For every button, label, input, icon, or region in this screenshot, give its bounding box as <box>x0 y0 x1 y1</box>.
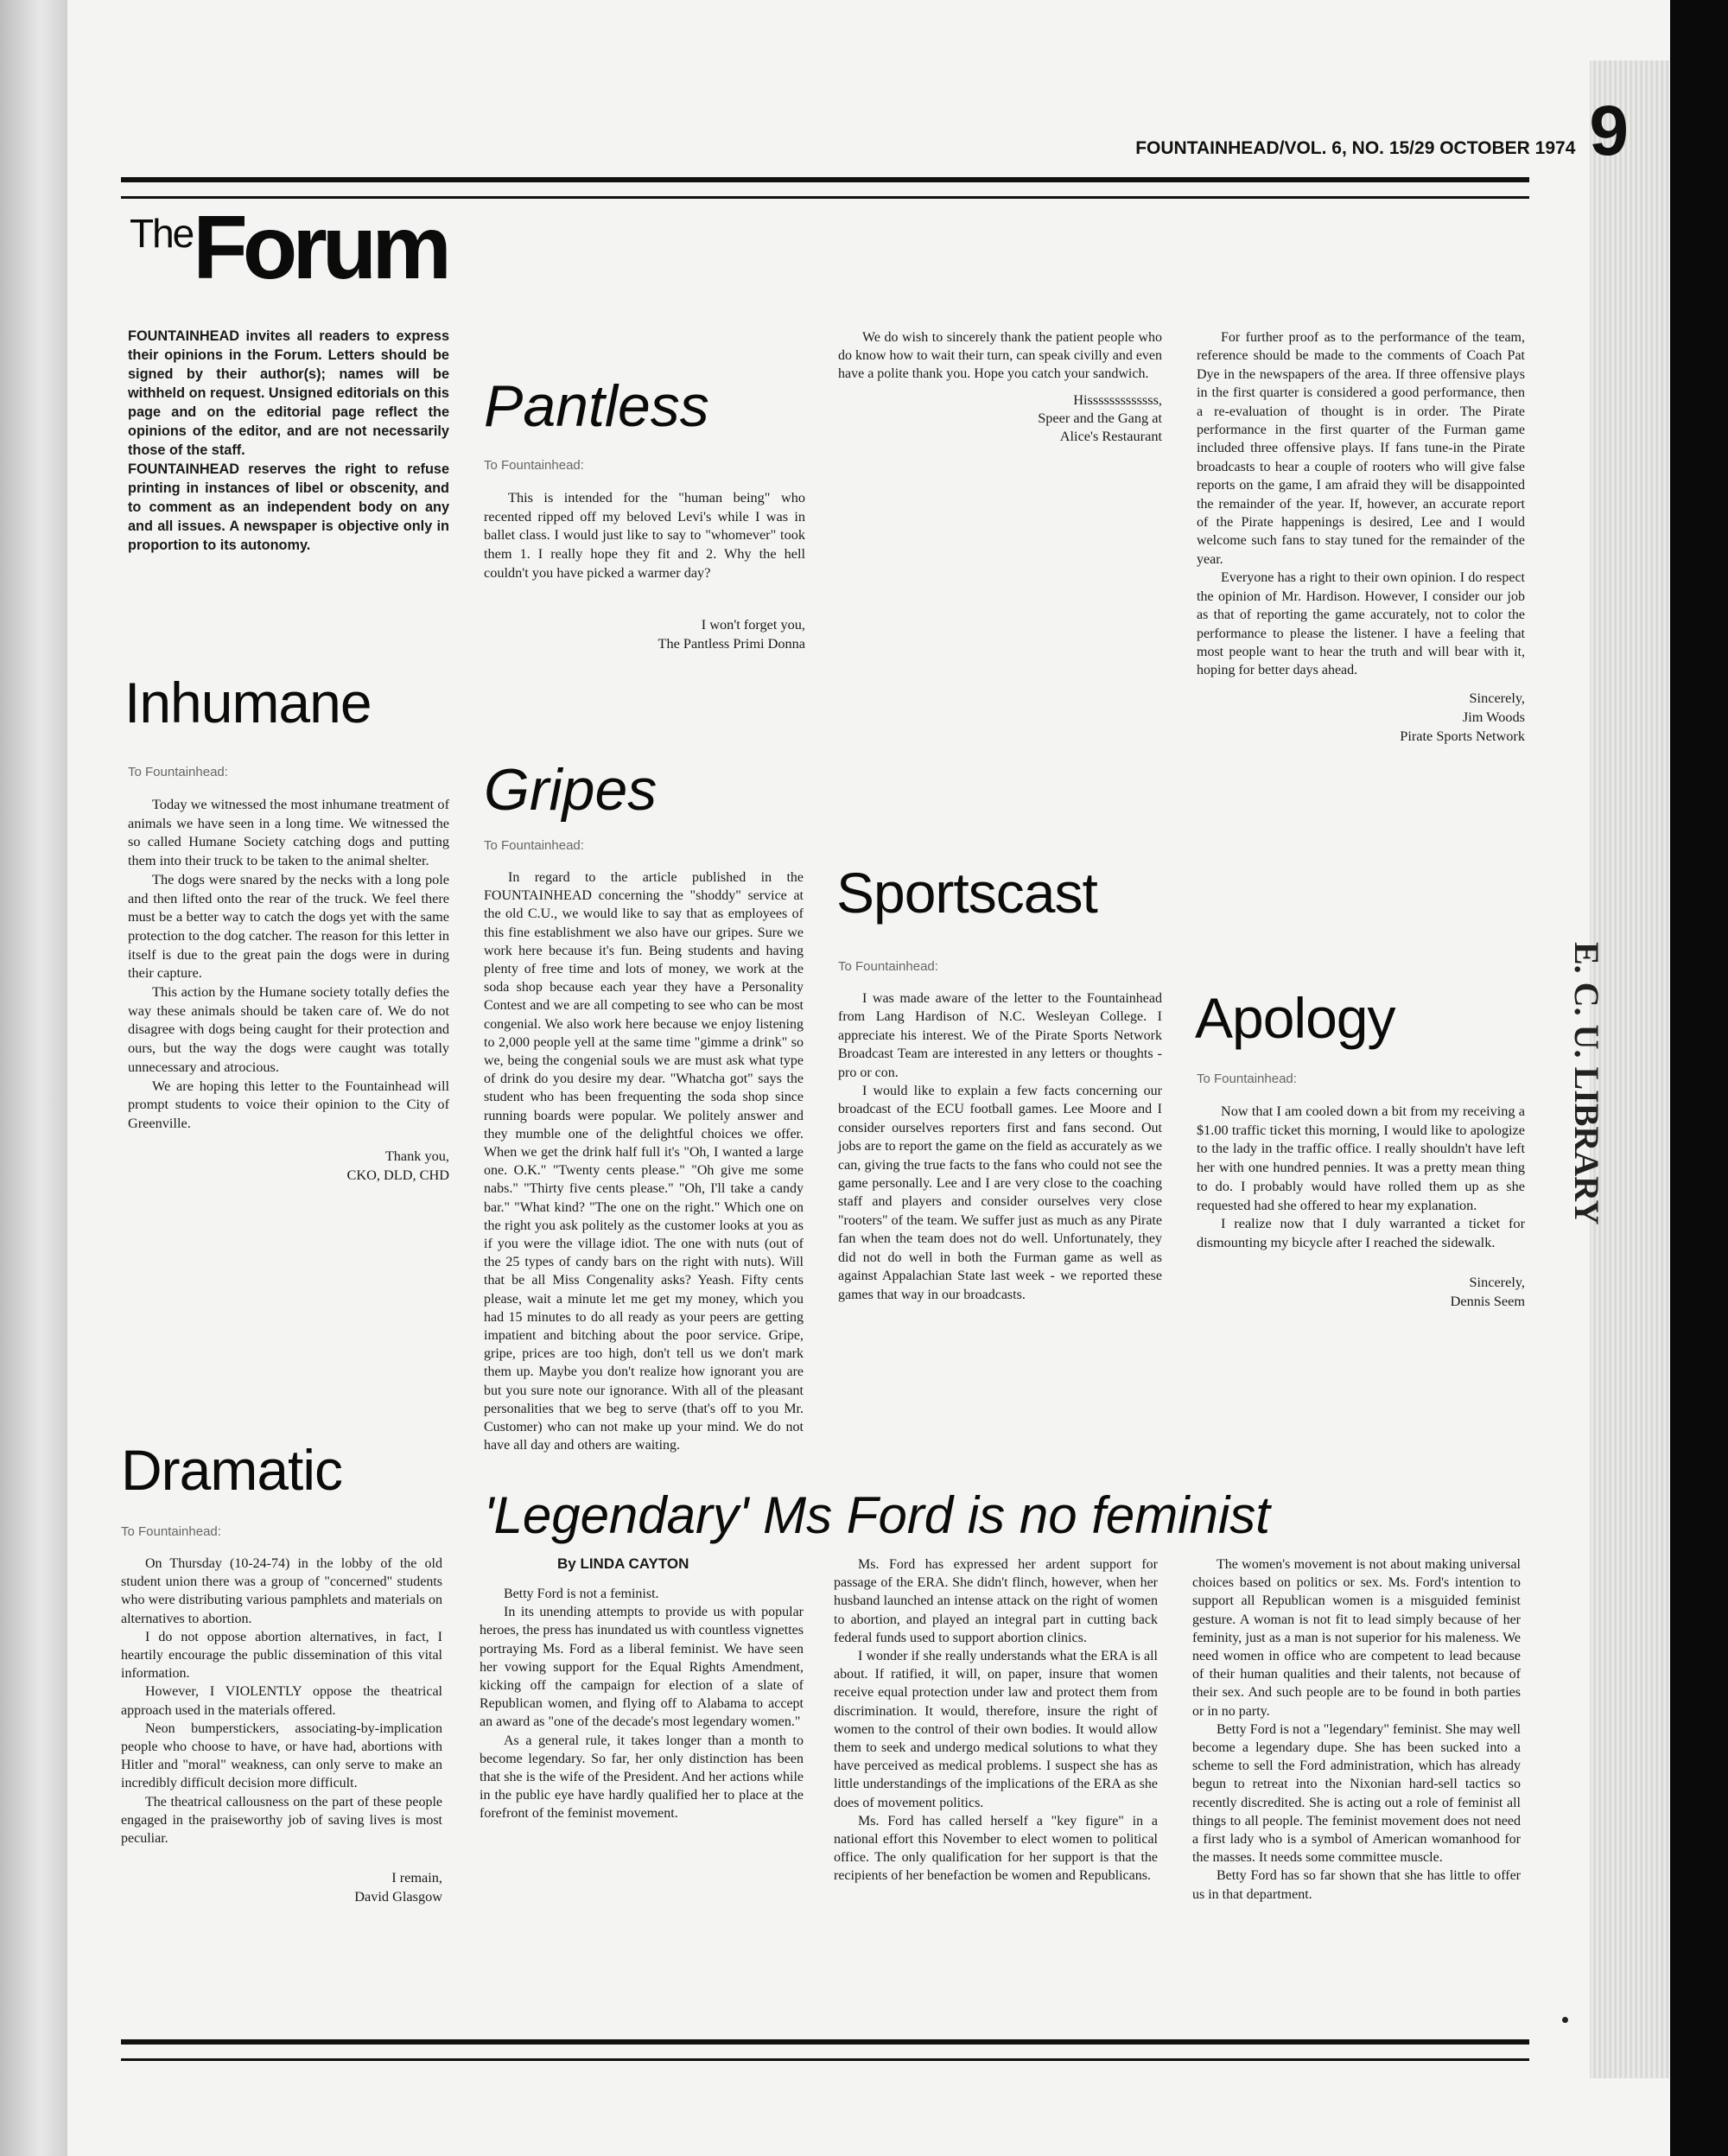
inhumane-headline: Inhumane <box>124 671 372 735</box>
dramatic-letter <box>121 1524 442 1906</box>
letter-paragraph: Everyone has a right to their own opinion. I do respect the opinion of Mr. Hardison. However, I consider our job as that of reporting the game accurately, not to color the performance to please the listener. I have a feeling that most people want to hear the truth and will bear with it, hoping for better days ahead. <box>1197 570 1525 678</box>
letter-paragraph: I would like to explain a few facts concerning our broadcast of the ECU football games. Lee Moore and I consider ourselves reporters first and fans second. Out jobs are to report the game on the field as accurately as we can, giving the true facts to the fans who could not see the game personally. Lee and I are very close to the coaching staff and players and consider ourselves very close "rooters" of the team. We suffer just as much as any Pirate fan when the team does not do well. Unfortunately, they did not do well in both the Furman game as well as against Appalachian State last week - we reported these games that way in our broadcasts. <box>838 1084 1162 1302</box>
section-title <box>130 198 447 298</box>
signature: David Glasgow <box>354 1888 442 1905</box>
signature: Jim Woods <box>1462 708 1525 725</box>
ford-article-col3 <box>1192 1555 1521 1904</box>
salutation: To Fountainhead: <box>128 765 228 779</box>
letter-paragraph: We do wish to sincerely thank the patient people who do know how to wait their turn, can speak civilly and even have a polite thank you. Hope you catch your sandwich. <box>838 330 1163 382</box>
signature: Speer and the Gang at <box>1038 409 1162 426</box>
dramatic-headline: Dramatic <box>121 1438 343 1502</box>
article-paragraph: Betty Ford has so far shown that she has little to offer us in that department. <box>1192 1868 1521 1902</box>
letter-paragraph: We are hoping this letter to the Fountainhead will prompt students to voice their opinion to the City of Greenville. <box>128 1077 449 1131</box>
salutation: To Fountainhead: <box>484 838 584 853</box>
pantless-letter <box>484 458 805 653</box>
ford-article-col2 <box>834 1555 1158 1886</box>
article-paragraph: The women's movement is not about making universal choices based on politics or sex. Ms. Ford's intention to support all Republican women is a misguided feminist gesture. A woman is not fit to lead simply because of her feminity, just as a man is not superior for his maleness. We need women in office who are competent to lead because of their human qualities and their talents, not because of their sex. And such people are to be found in both parties or in no party. <box>1192 1557 1521 1719</box>
letter-paragraph: Neon bumperstickers, associating-by-implication people who choose to have, or have had, abortions with Hitler and "moral" weakness, can only serve to make an incredibly difficult decision more difficult. <box>121 1720 442 1791</box>
salutation: To Fountainhead: <box>838 959 938 974</box>
signature: The Pantless Primi Donna <box>658 634 805 652</box>
masthead <box>1135 92 1629 170</box>
letter-paragraph: The theatrical callousness on the part of these people engaged in the praiseworthy job of saving lives is most peculiar. <box>121 1794 442 1847</box>
signature: CKO, DLD, CHD <box>346 1166 449 1183</box>
letter-paragraph: The dogs were snared by the necks with a long pole and then lifted onto the rear of the truck. We feel there must be a better way to catch the dogs yet with the same protection to the dog catcher. The reason for this letter in itself is due to the great pain the dogs were in during their capture. <box>128 870 449 982</box>
gripes-letter <box>484 838 804 1455</box>
signature: Pirate Sports Network <box>1400 727 1525 744</box>
letter-paragraph: I do not oppose abortion alternatives, in fact, I heartily encourage the public dissemination of this vital information. <box>121 1629 442 1682</box>
ford-article-col1 <box>480 1555 804 1823</box>
letter-paragraph: For further proof as to the performance of the team, reference should be made to the comments of Coach Pat Dye in the newspapers of the area. If three offensive plays in the first quarter is considered a good performance, then a re-evaluation of thought is in order. The Pirate performance in the first quarter of the Furman game included three offensive plays. If fans tune-in the Pirate broadcasts to hear a couple of rooters who will give false reports on the game, I am afraid they will be disappointed the remainder of the year. If, however, an accurate report of the Pirate happenings is desired, Lee and I would welcome such fans to stay tuned for the remainder of the year. <box>1197 330 1525 567</box>
article-paragraph: Ms. Ford has expressed her ardent support for passage of the ERA. She didn't flinch, however, when her husband launched an intense attack on the right of women to abortion, and played an integral part in cutting back federal funds used to support abortion clinics. <box>834 1557 1158 1645</box>
bottom-rule <box>121 2039 1529 2061</box>
closing: I won't forget you, <box>701 615 805 633</box>
letter-paragraph: Now that I am cooled down a bit from my receiving a $1.00 traffic ticket this morning, I would like to apologize to the lady in the traffic office. I really shouldn't have left her with one hundred pennies. It was a pretty mean thing to do. I probably would have rolled them up as she requested had she offered to hear my explanation. <box>1197 1103 1525 1213</box>
top-rule <box>121 177 1529 199</box>
article-paragraph: Betty Ford is not a feminist. <box>504 1587 659 1601</box>
letter-paragraph: Today we witnessed the most inhumane treatment of animals we have seen in a long time. We witnessed the so called Humane Society catching dogs and putting them into their truck to be taken to the animal shelter. <box>128 796 449 869</box>
policy-paragraph: FOUNTAINHEAD invites all readers to express their opinions in the Forum. Letters should be signed by their author(s); names will be withheld on request. Unsigned editorials on this page and on the editorial page reflect the opinions of the editor, and are not necessarily those of the staff. <box>128 328 449 458</box>
byline: By LINDA CAYTON <box>557 1555 689 1572</box>
salutation: To Fountainhead: <box>1197 1072 1297 1086</box>
inhumane-letter <box>128 765 449 1185</box>
pantless-headline: Pantless <box>484 373 709 439</box>
article-paragraph: Betty Ford is not a "legendary" feminist. She may well become a legendary dupe. She has been sucked into a scheme to sell the Ford administration, which has already begun to retreat into the Nixonian hard-sell tactics so recently discredited. She is acting out a role of feminist all things to all people. The feminist movement does not need a first lady who is a symbol of American womanhood for the masses. It needs some committee muscle. <box>1192 1721 1521 1866</box>
apology-headline: Apology <box>1195 986 1395 1050</box>
closing: Thank you, <box>384 1147 449 1164</box>
section-title-forum: Forum <box>193 198 447 298</box>
article-paragraph: In its unending attempts to provide us with popular heroes, the press has inundated us with countless vignettes portraying Ms. Ford as a liberal feminist. We have seen her vowing support for the Equal Rights Amendment, kicking off the campaign for election of a slate of Republican women, and flying off to Alabama to accept an award as "one of the decade's most legendary women." <box>480 1605 804 1730</box>
bullet-dot <box>1562 2017 1568 2023</box>
closing: Hisssssssssssss, <box>1073 391 1162 408</box>
sportscast-continued <box>1197 328 1525 746</box>
sportscast-letter <box>838 959 1162 1304</box>
article-paragraph: Ms. Ford has called herself a "key figure" in a national effort this November to elect women to political office. The only qualification for her support is that the recipients of her benefaction be women and Republicans. <box>834 1813 1158 1884</box>
letter-paragraph: This is intended for the "human being" who recented ripped off my beloved Levi's while I was in ballet class. I would just like to say to "whomever" took them 1. I really hope they fit and 2. Why the hell couldn't you have picked a warmer day? <box>484 489 805 581</box>
letter-paragraph: I was made aware of the letter to the Fountainhead from Lang Hardison of N.C. Wesleyan College. I appreciate his interest. We of the Pirate Sports Network Broadcast Team are interested in any letters or thoughts - pro or con. <box>838 991 1162 1080</box>
section-title-the: The <box>130 211 194 256</box>
signature: Dennis Seem <box>1450 1292 1525 1309</box>
ford-headline: 'Legendary' Ms Ford is no feminist <box>484 1486 1270 1544</box>
letter-paragraph: In regard to the article published in the FOUNTAINHEAD concerning the "shoddy" service at the old C.U., we would like to say that as employees of this fine establishment we also have our gripes. Sure we work here because it's fun. Being students and having plenty of free time and lots of money, we work at the soda shop because each year they have a Personality Contest and we are all competing to see who can be most congenial. We also work here because we enjoy listening to 2,000 people yell at the same time "gimme a drink" so we, being the congenial souls we are must ask what type of drink do you desire my dear. "Whatcha got" says the student who has been frequenting the soda shop since running boards were popular. We politely answer and they mumble one of the delightful choices we offer. When we get the drink half full it's "Oh, I wanted a large one. O.K." "Twenty cents please." "Oh give me some nabs." "Thirty five cents please." "Oh, I'll take a candy bar." "What kind? "The one on the right." Which one on the right you ask politely as the customer looks at you as if you were the village idiot. The one with nuts (out of the 25 types of candy bars on the right with nuts). Will that be all Miss Congenality asks? Yeash. Fifty cents please, wait a minute let me get my money, which you had 15 minutes to do all ready as your peers are getting impatient and bitching about the poor service. Gripe, gripe, prices are too high, don't tell us we don't mark them up. Maybe you don't realize how ignorant you are but you sure note our ignorance. With all of the pleasant personalities that we beg to serve (that's off to you Mr. Customer) who can not make up your mind. We do not have all day and others are waiting. <box>484 870 804 1453</box>
signature: Alice's Restaurant <box>1059 427 1162 444</box>
article-paragraph: I wonder if she really understands what the ERA is all about. If ratified, it will, on paper, insure that women receive equal protection under law and protect them from discrimination. It would, therefore, insure the right of women to the control of their own bodies. It would allow them to seek and undergo medical solutions to what they have perceived as medical problems. I suspect she has as little understandings of the implications of the ERA as she does of movement politics. <box>834 1649 1158 1810</box>
closing: Sincerely, <box>1469 1273 1525 1290</box>
page-number: 9 <box>1589 92 1629 170</box>
salutation: To Fountainhead: <box>484 458 584 473</box>
letter-paragraph: However, I VIOLENTLY oppose the theatrical approach used in the materials offered. <box>121 1684 442 1718</box>
gripes-continued <box>838 328 1162 445</box>
salutation: To Fountainhead: <box>121 1524 221 1539</box>
apology-letter <box>1197 1072 1525 1311</box>
forum-policy <box>128 327 449 555</box>
closing: I remain, <box>391 1869 442 1886</box>
letter-paragraph: This action by the Humane society totally defies the way these animals should be taken care of. We do not disagree with dogs being caught for their protection and ours, but the way the dogs were caught was totally unnecessary and atrocious. <box>128 983 449 1075</box>
gripes-headline: Gripes <box>484 757 658 823</box>
policy-paragraph: FOUNTAINHEAD reserves the right to refuse printing in instances of libel or obscenity, and to comment as an independent body on any and all issues. A newspaper is objective only in proportion to its autonomy. <box>128 461 449 553</box>
library-stamp <box>1296 942 1607 994</box>
adjacent-page-edge <box>0 0 67 2156</box>
letter-paragraph: I realize now that I duly warranted a ticket for dismounting my bicycle after I reached the sidewalk. <box>1197 1215 1525 1250</box>
sportscast-headline: Sportscast <box>836 861 1097 925</box>
masthead-info: FOUNTAINHEAD/VOL. 6, NO. 15/29 OCTOBER 1974 <box>1135 138 1576 158</box>
letter-paragraph: On Thursday (10-24-74) in the lobby of the old student union there was a group of "concerned" students who were distributing various pamphlets and materials on alternatives to abortion. <box>121 1556 442 1626</box>
closing: Sincerely, <box>1469 689 1525 706</box>
article-paragraph: As a general rule, it takes longer than a month to become legendary. So far, her only distinction has been that she is the wife of the President. And her actions while in the public eye have hardly qualified her to place at the forefront of the feminist movement. <box>480 1733 804 1822</box>
